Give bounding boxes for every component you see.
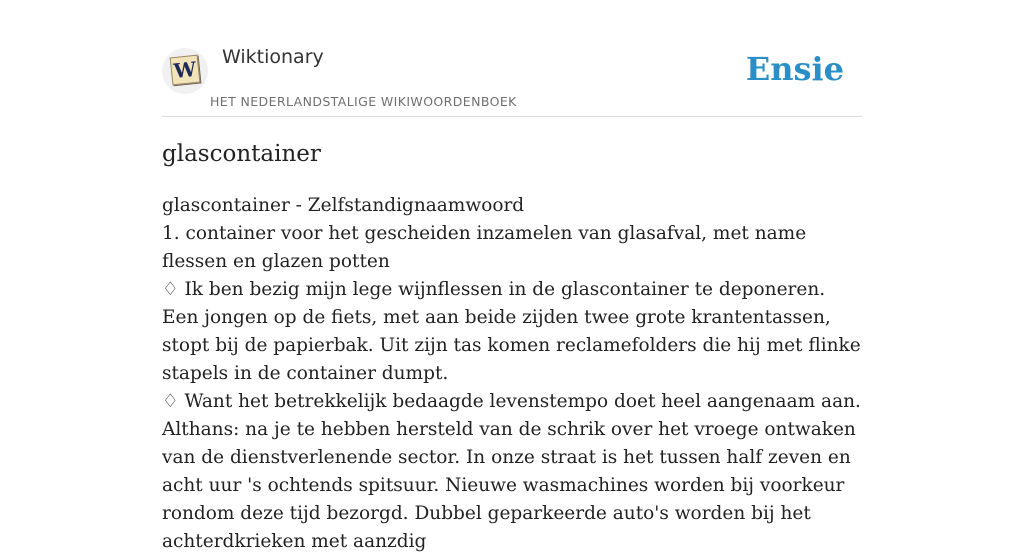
logo-letter: W [172, 56, 198, 84]
entry-heading: glascontainer - Zelfstandignaamwoord [162, 195, 525, 216]
page-title: glascontainer [162, 141, 321, 167]
definition: 1. container voor het gescheiden inzamelen van glasafval, met name flessen en glazen potten [162, 223, 807, 272]
logo-tile-icon [170, 55, 201, 86]
ensie-brand-logo[interactable]: Ensie [745, 50, 844, 88]
site-tagline: HET NEDERLANDSTALIGE WIKIWOORDENBOEK [210, 94, 517, 109]
example-sentence: ♢ Want het betrekkelijk bedaagde levenstempo doet heel aangenaam aan. Althans: na je te hebben hersteld van de schrik over het vroege ontwaken van de dienstverlenende sector. In onze straat is het tussen half zeven en acht uur 's ochtends spitsuur. Nieuwe wasmachines worden bij voorkeur rondom deze tijd bezorgd. Dubbel geparkeerde auto's worden bij het achterdkrieken met aanzdig [162, 391, 861, 552]
site-header [162, 40, 862, 117]
entry-content [162, 192, 862, 556]
wiktionary-logo[interactable] [162, 48, 208, 94]
site-name[interactable]: Wiktionary [222, 46, 324, 68]
example-sentence: ♢ Ik ben bezig mijn lege wijnflessen in de glascontainer te deponeren. Een jongen op de fiets, met aan beide zijden twee grote krantentassen, stopt bij de papierbak. Uit zijn tas komen reclamefolders die hij met flinke stapels in de container dumpt. [162, 279, 861, 384]
